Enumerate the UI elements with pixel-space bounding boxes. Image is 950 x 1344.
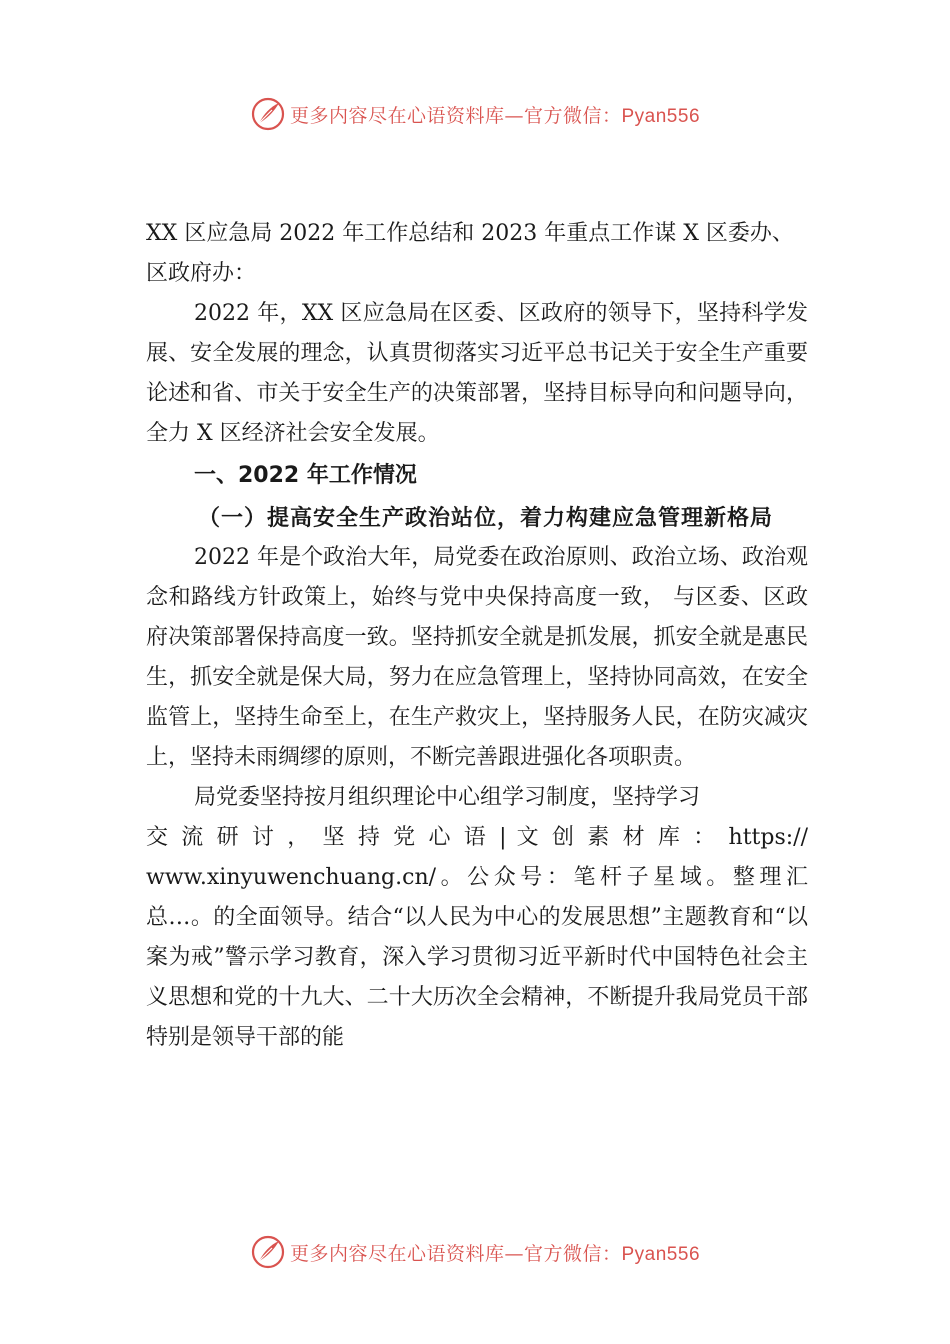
paragraph-political: 2022 年是个政治大年，局党委在政治原则、政治立场、政治观念和路线方针政策上，始终与党中央保持高度一致， 与区委、区政府决策部署保持高度一致。坚持抓安全就是抓发展，抓安全就是惠民生，抓安全就是保大局，努力在应急管理上，坚持协同高效，在安全监管上，坚持生命至上，在生产救灾上，坚持服务人民，在防灾减灾上，坚持未雨绸缪的原则，不断完善跟进强化各项职责。 bbox=[146, 545, 808, 770]
paragraph-intro: 2022 年，XX 区应急局在区委、区政府的领导下，坚持科学发展、安全发展的理念，认真贯彻落实习近平总书记关于安全生产重要论述和省、市关于安全生产的决策部署，坚持目标导向和问题导向，全力 X 区经济社会安全发展。 bbox=[146, 301, 808, 446]
subsection-heading: （一）提高安全生产政治站位，着力构建应急管理新格局 bbox=[198, 505, 774, 531]
watermark-text: 更多内容尽在心语资料库—官方微信：Pyan556 bbox=[289, 104, 701, 127]
section-heading: 一、2022 年工作情况 bbox=[194, 463, 417, 488]
feather-logo-icon bbox=[250, 1234, 286, 1270]
document-body bbox=[146, 214, 808, 1058]
paragraph-study-line2: 交 流 研 讨 ， 坚 持 党 心 语 | 文 创 素 材 库 ： https:// bbox=[146, 825, 808, 850]
feather-logo-icon bbox=[250, 96, 286, 132]
watermark-banner-bottom bbox=[0, 1232, 950, 1272]
watermark-banner-top bbox=[0, 94, 950, 134]
document-title: XX 区应急局 2022 年工作总结和 2023 年重点工作谋 X 区委办、 区政府办： bbox=[146, 221, 794, 286]
watermark-text: 更多内容尽在心语资料库—官方微信：Pyan556 bbox=[289, 1242, 701, 1265]
paragraph-study-rest: www.xinyuwenchuang.cn/。公众号：笔杆子星域。整理汇总…。的全面领导。结合“以人民为中心的发展思想”主题教育和“以案为戒”警示学习教育，深入学习贯彻习近平新时代中国特色社会主义思想和党的十九大、二十大历次全会精神，不断提升我局党员干部特别是领导干部的能 bbox=[146, 865, 808, 1050]
paragraph-study-line1: 局党委坚持按月组织理论中心组学习制度，坚持学习 bbox=[194, 785, 701, 810]
